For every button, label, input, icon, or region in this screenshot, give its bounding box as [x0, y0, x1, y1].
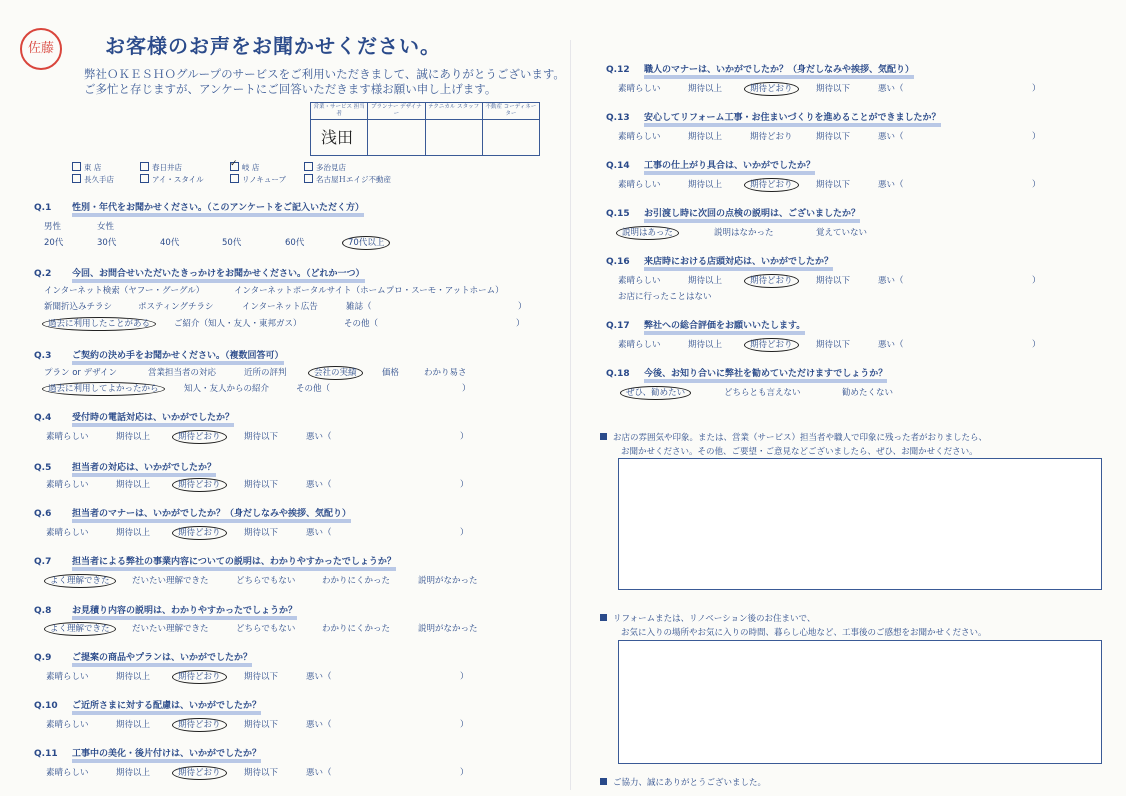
page-title: お客様のお声をお聞かせください。 — [105, 34, 441, 58]
checkbox-checked[interactable] — [230, 162, 239, 171]
q3-option-sales[interactable]: 営業担当者の対応 — [148, 368, 217, 378]
q1-option-male[interactable]: 男性 — [44, 222, 62, 232]
question-1: Q.1 性別・年代をお聞かせください。（このアンケートをご記入いただく方） — [34, 200, 364, 213]
question-5: Q.5 担当者の対応は、いかがでしたか？ — [34, 460, 216, 473]
question-15: Q.15 お引渡し時に次回の点検の説明は、ございましたか？ — [606, 206, 860, 219]
store-checkbox-4[interactable]: 長久手店 — [72, 174, 114, 185]
q14-bad-close: ） — [1032, 180, 1041, 190]
question-18: Q.18 今後、お知り合いに弊社を勧めていただけますでしょうか？ — [606, 366, 887, 379]
q13-rating-below[interactable]: 期待以下 — [816, 132, 851, 142]
q5-rating-bad[interactable]: 悪い（ — [306, 480, 332, 490]
store-checkbox-5[interactable]: アイ・スタイル — [140, 174, 204, 185]
checkbox[interactable] — [304, 162, 313, 171]
staff-col-realestate: 不動産 コーディネーター — [483, 103, 539, 155]
q1-option-female[interactable]: 女性 — [97, 222, 115, 232]
q17-rating-below[interactable]: 期待以下 — [816, 340, 851, 350]
question-17: Q.17 弊社への総合評価をお願いいたします。 — [606, 318, 805, 331]
q3-option-reputation[interactable]: 近所の評判 — [244, 368, 287, 378]
question-11: Q.11 工事中の美化・後片付けは、いかがでしたか？ — [34, 746, 261, 759]
q12-rating-bad[interactable]: 悪い（ — [878, 84, 904, 94]
square-bullet-icon — [600, 778, 607, 785]
q11-rating-above[interactable]: 期待以上 — [116, 768, 151, 778]
q5-rating-below[interactable]: 期待以下 — [244, 480, 279, 490]
question-13: Q.13 安心してリフォーム工事・お住まいづくりを進めることができましたか？ — [606, 110, 941, 123]
q9-rating-above[interactable]: 期待以上 — [116, 672, 151, 682]
q4-bad-close: ） — [460, 432, 469, 442]
staff-table — [310, 102, 540, 156]
sales-staff-name[interactable]: 浅田 — [321, 128, 354, 147]
q6-bad-close: ） — [460, 528, 469, 538]
q3-other-close: ） — [462, 384, 471, 394]
question-7: Q.7 担当者による弊社の事業内容についての説明は、わかりやすかったでしょうか？ — [34, 554, 396, 567]
q4-rating-below[interactable]: 期待以下 — [244, 432, 279, 442]
checkbox[interactable] — [72, 162, 81, 171]
square-bullet-icon — [600, 614, 607, 621]
question-9: Q.9 ご提案の商品やプランは、いかがでしたか？ — [34, 650, 252, 663]
q15-option-dont-remember[interactable]: 覚えていない — [816, 228, 868, 238]
comment-1-prompt-line-1: お店の雰囲気や印象。または、営業（サービス）担当者や職人で印象に残った者がおりましたら、 — [600, 431, 987, 443]
q6-rating-below[interactable]: 期待以下 — [244, 528, 279, 538]
question-12: Q.12 職人のマナーは、いかがでしたか？（身だしなみや挨拶、気配り） — [606, 62, 914, 75]
checkbox[interactable] — [230, 174, 239, 183]
question-8: Q.8 お見積り内容の説明は、わかりやすかったでしょうか？ — [34, 603, 297, 616]
q14-rating-bad[interactable]: 悪い（ — [878, 180, 904, 190]
store-checkbox-2[interactable]: ✓ 岐 店 — [230, 162, 259, 173]
q9-rating-as-expected-selected[interactable]: 期待どおり — [178, 670, 221, 682]
comment-2-textarea[interactable] — [618, 640, 1102, 764]
q7-option-mostly[interactable]: だいたい理解できた — [132, 576, 209, 586]
q4-rating-as-expected-selected[interactable]: 期待どおり — [178, 430, 221, 442]
q14-rating-as-expected-selected[interactable]: 期待どおり — [750, 178, 793, 190]
q2-option-magazine[interactable]: 雑誌（ — [346, 302, 372, 312]
q2-magazine-close: ） — [518, 302, 527, 312]
q13-rating-above[interactable]: 期待以上 — [688, 132, 723, 142]
question-2: Q.2 今回、お問合せいただいたきっかけをお聞かせください。（どれか一つ） — [34, 266, 365, 279]
q7-option-neutral[interactable]: どちらでもない — [236, 576, 296, 586]
question-6: Q.6 担当者のマナーは、いかがでしたか？（身だしなみや挨拶、気配り） — [34, 506, 351, 519]
square-bullet-icon — [600, 433, 607, 440]
q10-rating-bad[interactable]: 悪い（ — [306, 720, 332, 730]
q3-option-past-good-selected[interactable]: 過去に利用してよかったから — [48, 382, 159, 394]
store-checkbox-7[interactable]: 名古屋Ｈエイジ不動産 — [304, 174, 391, 185]
q10-bad-close: ） — [460, 720, 469, 730]
q2-option-search[interactable]: インターネット検索（ヤフー・グーグル） — [44, 286, 205, 296]
q12-rating-as-expected-selected[interactable]: 期待どおり — [750, 82, 793, 94]
q18-option-recommend-selected[interactable]: ぜひ、勧めたい — [626, 386, 685, 398]
q13-rating-as-expected[interactable]: 期待どおり — [750, 132, 793, 142]
checkbox[interactable] — [72, 174, 81, 183]
q5-bad-close: ） — [460, 480, 469, 490]
q16-rating-as-expected-selected[interactable]: 期待どおり — [750, 274, 793, 286]
q2-other-close: ） — [516, 319, 525, 329]
q15-option-no[interactable]: 説明はなかった — [714, 228, 774, 238]
page-divider — [570, 40, 571, 790]
q17-rating-excellent[interactable]: 素晴らしい — [618, 340, 661, 350]
q3-option-track-record-selected[interactable]: 会社の実績 — [314, 366, 357, 378]
q9-rating-below[interactable]: 期待以下 — [244, 672, 279, 682]
q5-rating-as-expected-selected[interactable]: 期待どおり — [178, 478, 221, 490]
q15-option-yes-selected[interactable]: 説明はあった — [622, 226, 673, 238]
q16-rating-bad[interactable]: 悪い（ — [878, 276, 904, 286]
q11-rating-as-expected-selected[interactable]: 期待どおり — [178, 766, 221, 778]
thanks-message: ご協力、誠にありがとうございました。 — [600, 776, 766, 788]
store-checkbox-6[interactable]: リノキューブ — [230, 174, 286, 185]
q9-bad-close: ） — [460, 672, 469, 682]
comment-1-prompt-line-2: お聞かせください。その他、ご要望・ご意見などございましたら、ぜひ、お聞かせください。 — [621, 447, 978, 457]
store-checkbox-3[interactable]: 多治見店 — [304, 162, 346, 173]
q16-rating-excellent[interactable]: 素晴らしい — [618, 276, 661, 286]
comment-1-textarea[interactable] — [618, 458, 1102, 590]
q10-rating-below[interactable]: 期待以下 — [244, 720, 279, 730]
q3-option-price[interactable]: 価格 — [382, 368, 400, 378]
q3-option-plan[interactable]: プラン or デザイン — [44, 368, 118, 378]
q6-rating-excellent[interactable]: 素晴らしい — [46, 528, 89, 538]
q3-option-other[interactable]: その他（ — [296, 384, 331, 394]
q13-bad-close: ） — [1032, 132, 1041, 142]
seal-stamp: 佐藤 — [20, 28, 62, 70]
q18-option-not-recommend[interactable]: 勧めたくない — [842, 388, 894, 398]
q6-rating-above[interactable]: 期待以上 — [116, 528, 151, 538]
q18-option-neutral[interactable]: どちらとも言えない — [724, 388, 801, 398]
q11-bad-close: ） — [460, 768, 469, 778]
staff-col-planner: プランナー デザイナー — [368, 103, 425, 155]
q17-rating-above[interactable]: 期待以上 — [688, 340, 723, 350]
question-14: Q.14 工事の仕上がり具合は、いかがでしたか？ — [606, 158, 815, 171]
checkbox[interactable] — [140, 174, 149, 183]
comment-2-prompt-line-2: お気に入りの場所やお気に入りの時間、暮らし心地など、工事後のご感想をお聞かせください。 — [621, 628, 987, 638]
q12-bad-close: ） — [1032, 84, 1041, 94]
q12-rating-above[interactable]: 期待以上 — [688, 84, 723, 94]
q8-option-mostly[interactable]: だいたい理解できた — [132, 624, 209, 634]
q1-age-50[interactable]: 50代 — [222, 238, 242, 248]
q14-rating-excellent[interactable]: 素晴らしい — [618, 180, 661, 190]
q9-rating-bad[interactable]: 悪い（ — [306, 672, 332, 682]
q14-rating-above[interactable]: 期待以上 — [688, 180, 723, 190]
store-checkbox-1[interactable]: 春日井店 — [140, 162, 182, 173]
q17-bad-close: ） — [1032, 340, 1041, 350]
intro-line-2: ご多忙と存じますが、アンケートにご回答いただきます様お願い申し上げます。 — [84, 82, 497, 96]
q13-rating-excellent[interactable]: 素晴らしい — [618, 132, 661, 142]
question-16: Q.16 来店時における店頭対応は、いかがでしたか？ — [606, 254, 833, 267]
question-10: Q.10 ご近所さまに対する配慮は、いかがでしたか？ — [34, 698, 261, 711]
q3-option-acquaintance[interactable]: 知人・友人からの紹介 — [184, 384, 270, 394]
q2-option-net-ad[interactable]: インターネット広告 — [242, 302, 318, 312]
q1-age-20[interactable]: 20代 — [44, 238, 64, 248]
q2-option-referral[interactable]: ご紹介（知人・友人・東邦ガス） — [174, 319, 302, 329]
q16-rating-above[interactable]: 期待以上 — [688, 276, 723, 286]
q17-rating-as-expected-selected[interactable]: 期待どおり — [750, 338, 793, 350]
q13-rating-bad[interactable]: 悪い（ — [878, 132, 904, 142]
q12-rating-below[interactable]: 期待以下 — [816, 84, 851, 94]
staff-col-technical: テクニカル スタッフ — [426, 103, 483, 155]
q7-option-unclear[interactable]: わかりにくかった — [322, 576, 391, 586]
store-checkbox-0[interactable]: 東 店 — [72, 162, 101, 173]
q8-option-none[interactable]: 説明がなかった — [418, 624, 478, 634]
question-4: Q.4 受付時の電話対応は、いかがでしたか？ — [34, 410, 234, 423]
question-3: Q.3 ご契約の決め手をお聞かせください。（複数回答可） — [34, 348, 284, 361]
q1-age-60[interactable]: 60代 — [285, 238, 305, 248]
q5-rating-excellent[interactable]: 素晴らしい — [46, 480, 89, 490]
q4-rating-above[interactable]: 期待以上 — [116, 432, 151, 442]
q17-rating-bad[interactable]: 悪い（ — [878, 340, 904, 350]
q1-age-30[interactable]: 30代 — [97, 238, 117, 248]
checkbox[interactable] — [140, 162, 149, 171]
q1-age-40[interactable]: 40代 — [160, 238, 180, 248]
comment-2-prompt-line-1: リフォームまたは、リノベーション後のお住まいで、 — [600, 612, 815, 624]
q11-rating-bad[interactable]: 悪い（ — [306, 768, 332, 778]
q6-rating-bad[interactable]: 悪い（ — [306, 528, 332, 538]
q8-option-unclear[interactable]: わかりにくかった — [322, 624, 391, 634]
q7-option-none[interactable]: 説明がなかった — [418, 576, 478, 586]
q2-option-past-selected[interactable]: 過去に利用したことがある — [48, 317, 150, 329]
q2-option-portal[interactable]: インターネットポータルサイト（ホームプロ・スーモ・アットホーム） — [234, 286, 504, 296]
q8-option-neutral[interactable]: どちらでもない — [236, 624, 296, 634]
q16-rating-below[interactable]: 期待以下 — [816, 276, 851, 286]
q3-option-clarity[interactable]: わかり易さ — [424, 368, 467, 378]
intro-line-1: 弊社ＯＫＥＳＨＯグループのサービスをご利用いただきまして、誠にありがとうございます。 — [84, 67, 565, 81]
q6-rating-as-expected-selected[interactable]: 期待どおり — [178, 526, 221, 538]
q2-option-newspaper[interactable]: 新聞折込みチラシ — [44, 302, 113, 312]
q10-rating-above[interactable]: 期待以上 — [116, 720, 151, 730]
q2-option-posting[interactable]: ポスティングチラシ — [138, 302, 214, 312]
q9-rating-excellent[interactable]: 素晴らしい — [46, 672, 89, 682]
q10-rating-as-expected-selected[interactable]: 期待どおり — [178, 718, 221, 730]
q16-option-never-visited[interactable]: お店に行ったことはない — [618, 292, 712, 302]
q1-age-70-selected[interactable]: 70代以上 — [348, 236, 384, 248]
q14-rating-below[interactable]: 期待以下 — [816, 180, 851, 190]
q11-rating-below[interactable]: 期待以下 — [244, 768, 279, 778]
q10-rating-excellent[interactable]: 素晴らしい — [46, 720, 89, 730]
q4-rating-bad[interactable]: 悪い（ — [306, 432, 332, 442]
q11-rating-excellent[interactable]: 素晴らしい — [46, 768, 89, 778]
q12-rating-excellent[interactable]: 素晴らしい — [618, 84, 661, 94]
q8-option-well-selected[interactable]: よく理解できた — [50, 622, 110, 634]
q2-option-other[interactable]: その他（ — [344, 319, 379, 329]
checkbox[interactable] — [304, 174, 313, 183]
q7-option-well-selected[interactable]: よく理解できた — [50, 574, 110, 586]
q16-bad-close: ） — [1032, 276, 1041, 286]
q5-rating-above[interactable]: 期待以上 — [116, 480, 151, 490]
staff-col-sales: 営業・サービス 担当者 浅田 — [311, 103, 368, 155]
q4-rating-excellent[interactable]: 素晴らしい — [46, 432, 89, 442]
